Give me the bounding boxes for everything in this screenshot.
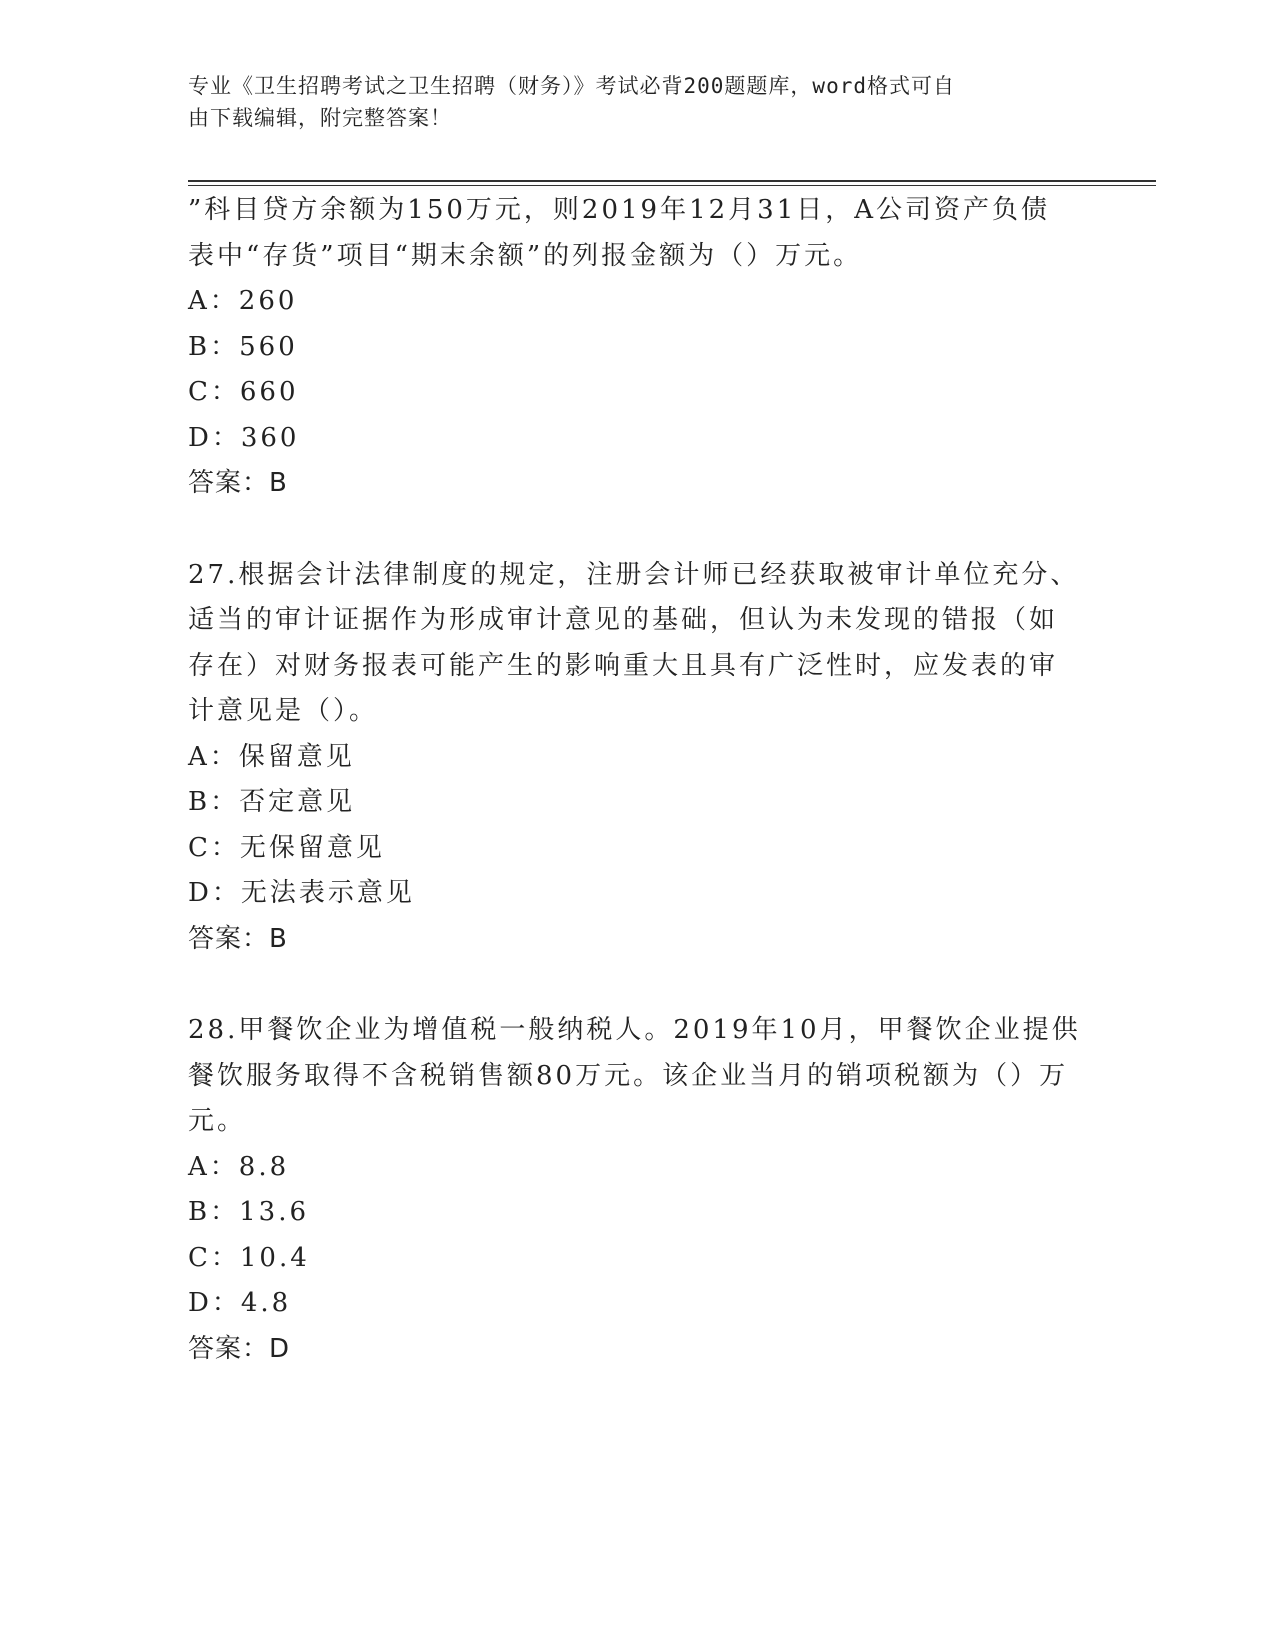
header-title-line-1: 专业《卫生招聘考试之卫生招聘（财务）》考试必背200题题库，word格式可自: [188, 74, 955, 98]
question-28: [188, 1008, 1088, 1372]
question-stem-line: 28.甲餐饮企业为增值税一般纳税人。2019年10月，甲餐饮企业提供: [188, 1015, 1081, 1045]
header-divider-thin: [188, 185, 1156, 186]
option-b: B：560: [188, 331, 298, 362]
option-c: C：10.4: [188, 1242, 310, 1273]
document-header: [188, 70, 1068, 134]
option-b: B：13.6: [188, 1197, 309, 1227]
question-list: [188, 188, 1088, 1372]
option-d: D：无法表示意见: [188, 878, 415, 908]
question-stem-line: 表中“存货”项目“期末余额”的列报金额为（）万元。: [188, 240, 863, 271]
option-b: B：否定意见: [188, 787, 356, 817]
question-spacer: [188, 962, 1088, 1008]
question-spacer: [188, 507, 1088, 553]
option-c: C：无保留意见: [188, 832, 385, 863]
option-c: C：660: [188, 377, 299, 407]
question-26-continued: [188, 188, 1088, 507]
question-stem-line: 计意见是（）。: [188, 696, 379, 726]
option-d: D：360: [188, 422, 300, 453]
question-stem-line: 适当的审计证据作为形成审计意见的基础，但认为未发现的错报（如: [188, 605, 1059, 635]
option-d: D：4.8: [188, 1288, 292, 1318]
answer-line: 答案：D: [188, 1333, 291, 1364]
header-divider-thick: [188, 180, 1156, 182]
option-a: A：260: [188, 286, 298, 316]
option-a: A：保留意见: [188, 741, 355, 772]
answer-line: 答案：B: [188, 923, 288, 954]
question-stem-line: 元。: [188, 1106, 247, 1136]
option-a: A：8.8: [188, 1151, 290, 1182]
question-stem-line: 存在）对财务报表可能产生的影响重大且具有广泛性时，应发表的审: [188, 650, 1059, 681]
question-stem-line: 餐饮服务取得不含税销售额80万元。该企业当月的销项税额为（）万: [188, 1060, 1069, 1091]
header-title-line-2: 由下载编辑，附完整答案！: [188, 106, 452, 130]
answer-line: 答案：B: [188, 468, 288, 498]
question-stem-line: ”科目贷方余额为150万元，则2019年12月31日，A公司资产负债: [188, 195, 1051, 225]
question-stem-line: 27.根据会计法律制度的规定，注册会计师已经获取被审计单位充分、: [188, 559, 1080, 590]
question-27: [188, 553, 1088, 963]
